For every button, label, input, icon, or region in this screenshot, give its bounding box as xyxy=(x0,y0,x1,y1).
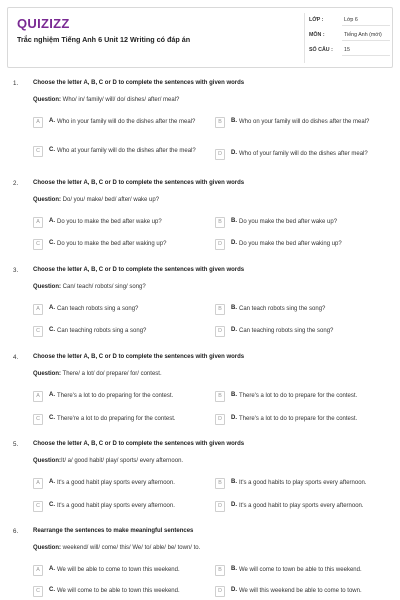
option-letter: D. xyxy=(231,327,237,333)
option-letter: A. xyxy=(49,392,55,398)
option-letter: A. xyxy=(49,118,55,124)
option-box[interactable]: C xyxy=(33,239,43,250)
option-box[interactable]: B xyxy=(215,304,225,315)
option-box[interactable]: D xyxy=(215,326,225,337)
option-box[interactable]: B xyxy=(215,117,225,128)
option-text: We will this weekend be able to come to town. xyxy=(239,588,362,594)
option-box[interactable]: B xyxy=(215,217,225,228)
option-box[interactable]: C xyxy=(33,414,43,425)
question-text: Question: Who/ in/ family/ will/ do/ dishes/ after/ meal? xyxy=(33,97,180,103)
option-letter: A. xyxy=(49,479,55,485)
meta-underline xyxy=(342,40,390,41)
option-box[interactable]: B xyxy=(215,478,225,489)
option-box[interactable]: C xyxy=(33,586,43,597)
option-box[interactable]: C xyxy=(33,146,43,157)
option-text: Can teaching robots sing a song? xyxy=(57,328,147,334)
option-text: There's a lot to do preparing for the contest. xyxy=(57,393,174,399)
question-number: 3. xyxy=(13,267,19,274)
question-instruction: Choose the letter A, B, C or D to complete the sentences with given words xyxy=(33,80,245,86)
option-box[interactable]: D xyxy=(215,586,225,597)
option-letter: B. xyxy=(231,305,237,311)
option-box[interactable]: A xyxy=(33,391,43,402)
meta-class-label: LỚP : xyxy=(309,17,324,23)
option-box[interactable]: B xyxy=(215,391,225,402)
option-letter: B. xyxy=(231,479,237,485)
option-text: Who on your family will do dishes after the meal? xyxy=(239,119,370,125)
option-box[interactable]: A xyxy=(33,478,43,489)
option-letter: B. xyxy=(231,392,237,398)
option-text: Who of your family will do the dishes after meal? xyxy=(239,151,368,157)
option-text: Who at your family will do the dishes after the meal? xyxy=(57,148,196,154)
option-letter: C. xyxy=(49,327,55,333)
option-text: Who in your family will do the dishes after the meal? xyxy=(57,119,196,125)
option-box[interactable]: A xyxy=(33,565,43,576)
option-letter: C. xyxy=(49,415,55,421)
option-letter: C. xyxy=(49,502,55,508)
option-letter: A. xyxy=(49,218,55,224)
option-box[interactable]: A xyxy=(33,304,43,315)
option-letter: B. xyxy=(231,566,237,572)
question-instruction: Choose the letter A, B, C or D to complete the sentences with given words xyxy=(33,180,245,186)
option-text: There's a lot to do to prepare for the contest. xyxy=(239,393,358,399)
meta-class-value: Lớp 6 xyxy=(344,17,358,23)
meta-subject-label: MÔN : xyxy=(309,32,325,38)
question-instruction: Choose the letter A, B, C or D to complete the sentences with given words xyxy=(33,354,245,360)
question-instruction: Choose the letter A, B, C or D to complete the sentences with given words xyxy=(33,267,245,273)
option-text: It's a good habit to play sports every afternoon. xyxy=(239,503,364,509)
option-text: Do you make the bed after waking up? xyxy=(239,241,342,247)
option-box[interactable]: D xyxy=(215,414,225,425)
option-text: Do you to make the bed after waking up? xyxy=(57,241,167,247)
option-letter: D. xyxy=(231,150,237,156)
question-text: Question: Can/ teach/ robots/ sing/ song? xyxy=(33,284,146,290)
option-letter: D. xyxy=(231,240,237,246)
question-instruction: Choose the letter A, B, C or D to complete the sentences with given words xyxy=(33,441,245,447)
meta-count-label: SỐ CÂU : xyxy=(309,47,333,53)
meta-count-value: 15 xyxy=(344,47,350,53)
page-title: Trắc nghiệm Tiếng Anh 6 Unit 12 Writing có đáp án xyxy=(17,35,191,44)
option-text: There're a lot to do preparing for the contest. xyxy=(57,416,176,422)
option-letter: A. xyxy=(49,566,55,572)
option-text: We will come to town be able to this weekend. xyxy=(239,567,362,573)
option-letter: A. xyxy=(49,305,55,311)
question-number: 1. xyxy=(13,80,19,87)
question-text: Question:It/ a/ good habit/ play/ sports/ every afternoon. xyxy=(33,458,184,464)
option-box[interactable]: C xyxy=(33,501,43,512)
option-box[interactable]: D xyxy=(215,149,225,160)
question-text: Question: There/ a lot/ do/ prepare/ for/ contest. xyxy=(33,371,162,377)
option-text: It's a good habits to play sports every afternoon. xyxy=(239,480,367,486)
option-letter: B. xyxy=(231,118,237,124)
option-letter: D. xyxy=(231,415,237,421)
option-text: It's a good habit play sports every afternoon. xyxy=(57,503,175,509)
option-text: Can teach robots sing the song? xyxy=(239,306,326,312)
option-text: Do you make the bed after wake up? xyxy=(239,219,338,225)
option-text: We will be able to come to town this weekend. xyxy=(57,567,180,573)
meta-underline xyxy=(342,25,390,26)
question-number: 4. xyxy=(13,354,19,361)
worksheet-header xyxy=(7,7,393,68)
option-box[interactable]: D xyxy=(215,239,225,250)
question-text: Question: Do/ you/ make/ bed/ after/ wake up? xyxy=(33,197,160,203)
option-box[interactable]: A xyxy=(33,217,43,228)
question-number: 6. xyxy=(13,528,19,535)
option-text: Can teach robots sing a song? xyxy=(57,306,139,312)
quizizz-logo[interactable]: QUIZIZZ xyxy=(17,16,70,31)
option-box[interactable]: B xyxy=(215,565,225,576)
option-text: We will come to be able to town this weekend. xyxy=(57,588,180,594)
option-letter: B. xyxy=(231,218,237,224)
option-letter: C. xyxy=(49,147,55,153)
question-number: 2. xyxy=(13,180,19,187)
option-text: Can teaching robots sing the song? xyxy=(239,328,334,334)
question-number: 5. xyxy=(13,441,19,448)
option-letter: C. xyxy=(49,587,55,593)
option-text: Do you to make the bed after wake up? xyxy=(57,219,162,225)
question-text: Question: weekend/ will/ come/ this/ We/ to/ able/ be/ town/ to. xyxy=(33,545,201,551)
option-letter: C. xyxy=(49,240,55,246)
option-box[interactable]: D xyxy=(215,501,225,512)
meta-underline xyxy=(342,55,390,56)
option-box[interactable]: A xyxy=(33,117,43,128)
meta-subject-value: Tiếng Anh (mới) xyxy=(344,32,382,38)
question-instruction: Rearrange the sentences to make meaningful sentences xyxy=(33,528,194,534)
option-letter: D. xyxy=(231,587,237,593)
option-text: It's a good habit play sports every afternoon. xyxy=(57,480,175,486)
option-letter: D. xyxy=(231,502,237,508)
option-text: There's a lot to do to prepare for the contest. xyxy=(239,416,358,422)
option-box[interactable]: C xyxy=(33,326,43,337)
meta-divider xyxy=(304,13,305,63)
